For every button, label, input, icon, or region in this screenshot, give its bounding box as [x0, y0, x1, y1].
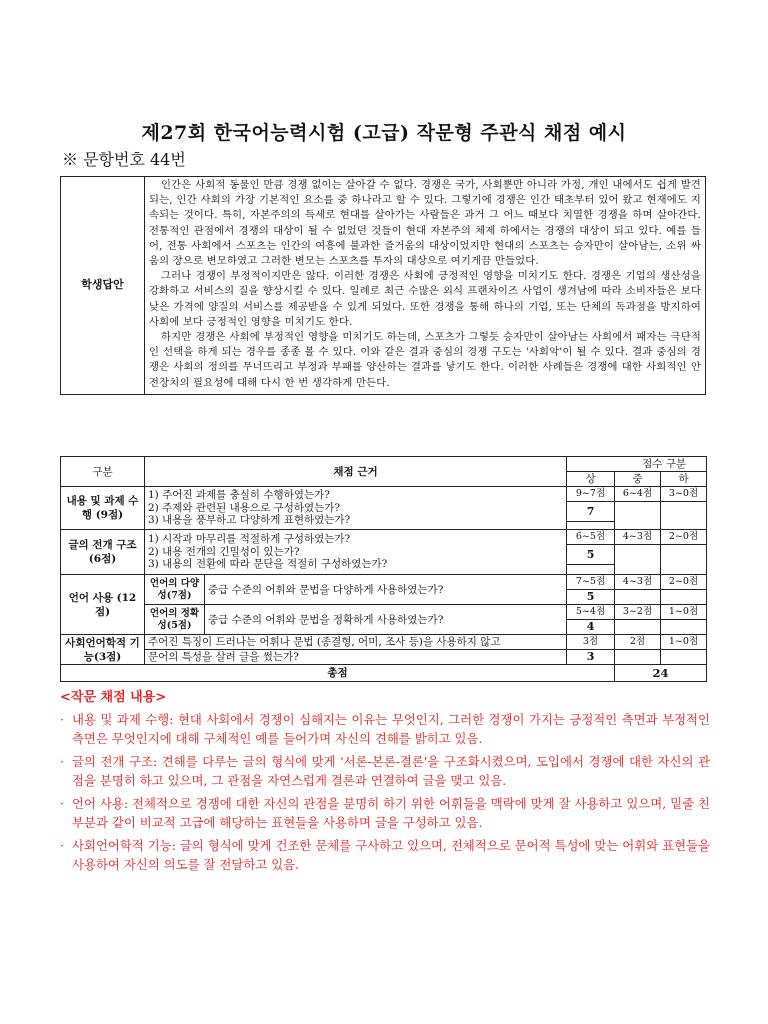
range-high: 6~5점: [567, 530, 615, 545]
sub-diversity: 언어의 다양성(7점): [145, 575, 205, 605]
bullet: ·: [60, 753, 64, 769]
category-structure: 글의 전개 구조 (6점): [61, 530, 145, 575]
bullet: ·: [60, 837, 64, 853]
criteria-line: 1) 시작과 마무리를 적절하게 구성하였는가?: [148, 533, 351, 546]
score-value: 3: [567, 650, 615, 665]
total-label: 총점: [61, 665, 615, 682]
criteria-line: 주어진 특징이 드러나는 어휘나 문법 (종결형, 어미, 조사 등)을 사용하지 않고: [148, 635, 501, 648]
header-mid: 중: [615, 472, 661, 487]
bullet: ·: [60, 711, 64, 727]
criteria-sociolinguistic-1: [145, 635, 567, 650]
header-high: 상: [567, 472, 615, 487]
sub-accuracy: 언어의 정확성(5점): [145, 605, 205, 635]
total-score: 24: [615, 665, 707, 682]
score-value: 4: [567, 620, 615, 635]
range-low: 2~0점: [661, 530, 707, 545]
criteria-line: 2) 내용 전개의 긴밀성이 있는가?: [148, 545, 300, 558]
criteria-line: 1) 주어진 과제를 충실히 수행하였는가?: [148, 489, 330, 502]
score-value: 7: [567, 502, 615, 522]
range-mid: 4~3점: [615, 575, 661, 590]
range-mid: 4~3점: [615, 530, 661, 545]
evaluation-text: 글의 전개 구조: 견해를 다루는 글의 형식에 맞게 '서론-본론-결론'을 구조화시켰으며, 도입에서 경쟁에 대한 자신의 관점을 분명히 하고 있으며, 그 관점을 자연스럽게 결론과 연결하여 글을 맺고 있음.: [72, 753, 710, 788]
evaluation-heading: <작문 채점 내용>: [60, 690, 167, 705]
range-high: 5~4점: [567, 605, 615, 620]
header-criteria: 채점 근거: [145, 457, 567, 487]
evaluation-text: 언어 사용: 전체적으로 경쟁에 대한 자신의 관점을 분명히 하기 위한 어휘들을 맥락에 맞게 잘 사용하고 있으며, 밑줄 친 부분과 같이 비교적 고급에 해당하는 표현들을 사용하며 글을 구성하고 있음.: [72, 795, 710, 830]
answer-paragraph: 하지만 경쟁은 사회에 부정적인 영향을 미치기도 하는데, 스포츠가 그렇듯 승자만이 살아남는 사회에서 패자는 극단적인 선택을 하게 되는 경우를 종종 볼 수 있다. 이와 같은 결과 중심의 경쟁 구도는 '사회악'이 될 수 있다. 결과 중심의 경쟁은 사회의 정의를 무너뜨리고 부정과 부패를 양산하는 결과를 낳기도 한다. 이러한 사례들은 경쟁에 대한 사회적인 안전장치의 필요성에 대해 다시 한 번 생각하게 만든다.: [149, 331, 701, 389]
answer-paragraph: 그러나 경쟁이 부정적이지만은 않다. 이러한 경쟁은 사회에 긍정적인 영향을 미치기도 한다. 경쟁은 기업의 생산성을 강화하고 서비스의 질을 향상시킬 수 있다. 일례로 최근 수많은 외식 프랜차이즈 사업이 생겨남에 따라 소비자들은 보다 낮은 가격에 양질의 서비스를 제공받을 수 있게 되었다. 또한 경쟁을 통해 하나의 기업, 또는 단체의 독과점을 방지하여 사회에 보다 긍정적인 영향을 미치기도 한다.: [149, 270, 701, 328]
evaluation-item: [60, 836, 710, 875]
range-low: 2~0점: [661, 575, 707, 590]
criteria-line: 2) 주제와 관련된 내용으로 구성하였는가?: [148, 501, 341, 514]
header-score-group: 점수 구분: [567, 457, 707, 472]
criteria-sociolinguistic-2: [145, 650, 567, 665]
range-high: 7~5점: [567, 575, 615, 590]
category-language: 언어 사용 (12점): [61, 575, 145, 635]
answer-text: [145, 177, 706, 395]
range-high: 9~7점: [567, 487, 615, 502]
criteria-structure: [145, 530, 567, 575]
range-low: 1~0점: [661, 605, 707, 620]
range-low: 3~0점: [661, 487, 707, 502]
range-mid: 6~4점: [615, 487, 661, 502]
category-content: 내용 및 과제 수행 (9점): [61, 487, 145, 530]
page-title: 제27회 한국어능력시험 (고급) 작문형 주관식 채점 예시: [141, 122, 627, 144]
category-sociolinguistic: 사회언어학적 기능(3점): [61, 635, 145, 665]
answer-paragraph: 인간은 사회적 동물인 만큼 경쟁 없이는 살아갈 수 없다. 경쟁은 국가, 사회뿐만 아니라 가정, 개인 내에서도 쉽게 발견되는, 인간 사회의 가장 기본적인 요소를 중 하나라고 할 수 있다. 그렇기에 경쟁은 인간 태초부터 있어 왔고 현재에도 지속되는 것이다. 특히, 자본주의의 득세로 현대를 살아가는 사람들은 과거 그 어느 때보다 치열한 경쟁을 하며 살아간다. 전통적인 관점에서 경쟁의 대상이 될 수 없었던 것들이 현대 자본주의 체제 하에서는 경쟁의 대상이 되고 있다. 예를 들어, 전통 사회에서 스포츠는 인간의 여흥에 불과한 즐거움의 대상이었지만 현대의 스포츠는 승자만이 살아남는, 소위 싸움의 장으로 변모하였고 그러한 변모는 스포츠를 투자의 대상으로 여기게끔 만들었다.: [149, 179, 701, 268]
criteria-line: 문어의 특성을 살려 글을 썼는가?: [148, 650, 299, 663]
range-high: 3점: [567, 635, 615, 650]
evaluation-item: [60, 752, 710, 791]
criteria-accuracy: 중급 수준의 어휘와 문법을 정확하게 사용하였는가?: [205, 605, 567, 635]
criteria-line: 3) 내용을 풍부하고 다양하게 표현하였는가?: [148, 514, 351, 527]
criteria-line: 3) 내용의 전환에 따라 문단을 적절히 구성하였는가?: [148, 558, 388, 571]
evaluation-text: 내용 및 과제 수행: 현대 사회에서 경쟁이 심해지는 이유는 무엇인지, 그러한 경쟁이 가지는 긍정적인 측면과 부정적인 측면은 무엇인지에 대해 구체적인 예를 들어가며 자신의 견해를 밝히고 있음.: [72, 711, 710, 746]
criteria-content: [145, 487, 567, 530]
score-value: 5: [567, 545, 615, 565]
evaluation-item: [60, 710, 710, 749]
range-mid: 2점: [615, 635, 661, 650]
range-low: 1~0점: [661, 635, 707, 650]
bullet: ·: [60, 795, 64, 811]
header-low: 하: [661, 472, 707, 487]
evaluation-item: [60, 794, 710, 833]
evaluation-section: [60, 688, 710, 878]
criteria-diversity: 중급 수준의 어휘와 문법을 다양하게 사용하였는가?: [205, 575, 567, 605]
header-category: 구분: [61, 457, 145, 487]
answer-label: 학생답안: [61, 177, 145, 395]
question-number: ※ 문항번호 44번: [62, 150, 186, 169]
range-mid: 3~2점: [615, 605, 661, 620]
student-answer-table: [60, 176, 706, 395]
evaluation-text: 사회언어학적 기능: 글의 형식에 맞게 건조한 문체를 구사하고 있으며, 전체적으로 문어적 특성에 맞는 어휘와 표현들을 사용하여 자신의 의도를 잘 전달하고 있음.: [72, 837, 710, 872]
grading-table: [60, 456, 707, 682]
score-value: 5: [567, 590, 615, 605]
